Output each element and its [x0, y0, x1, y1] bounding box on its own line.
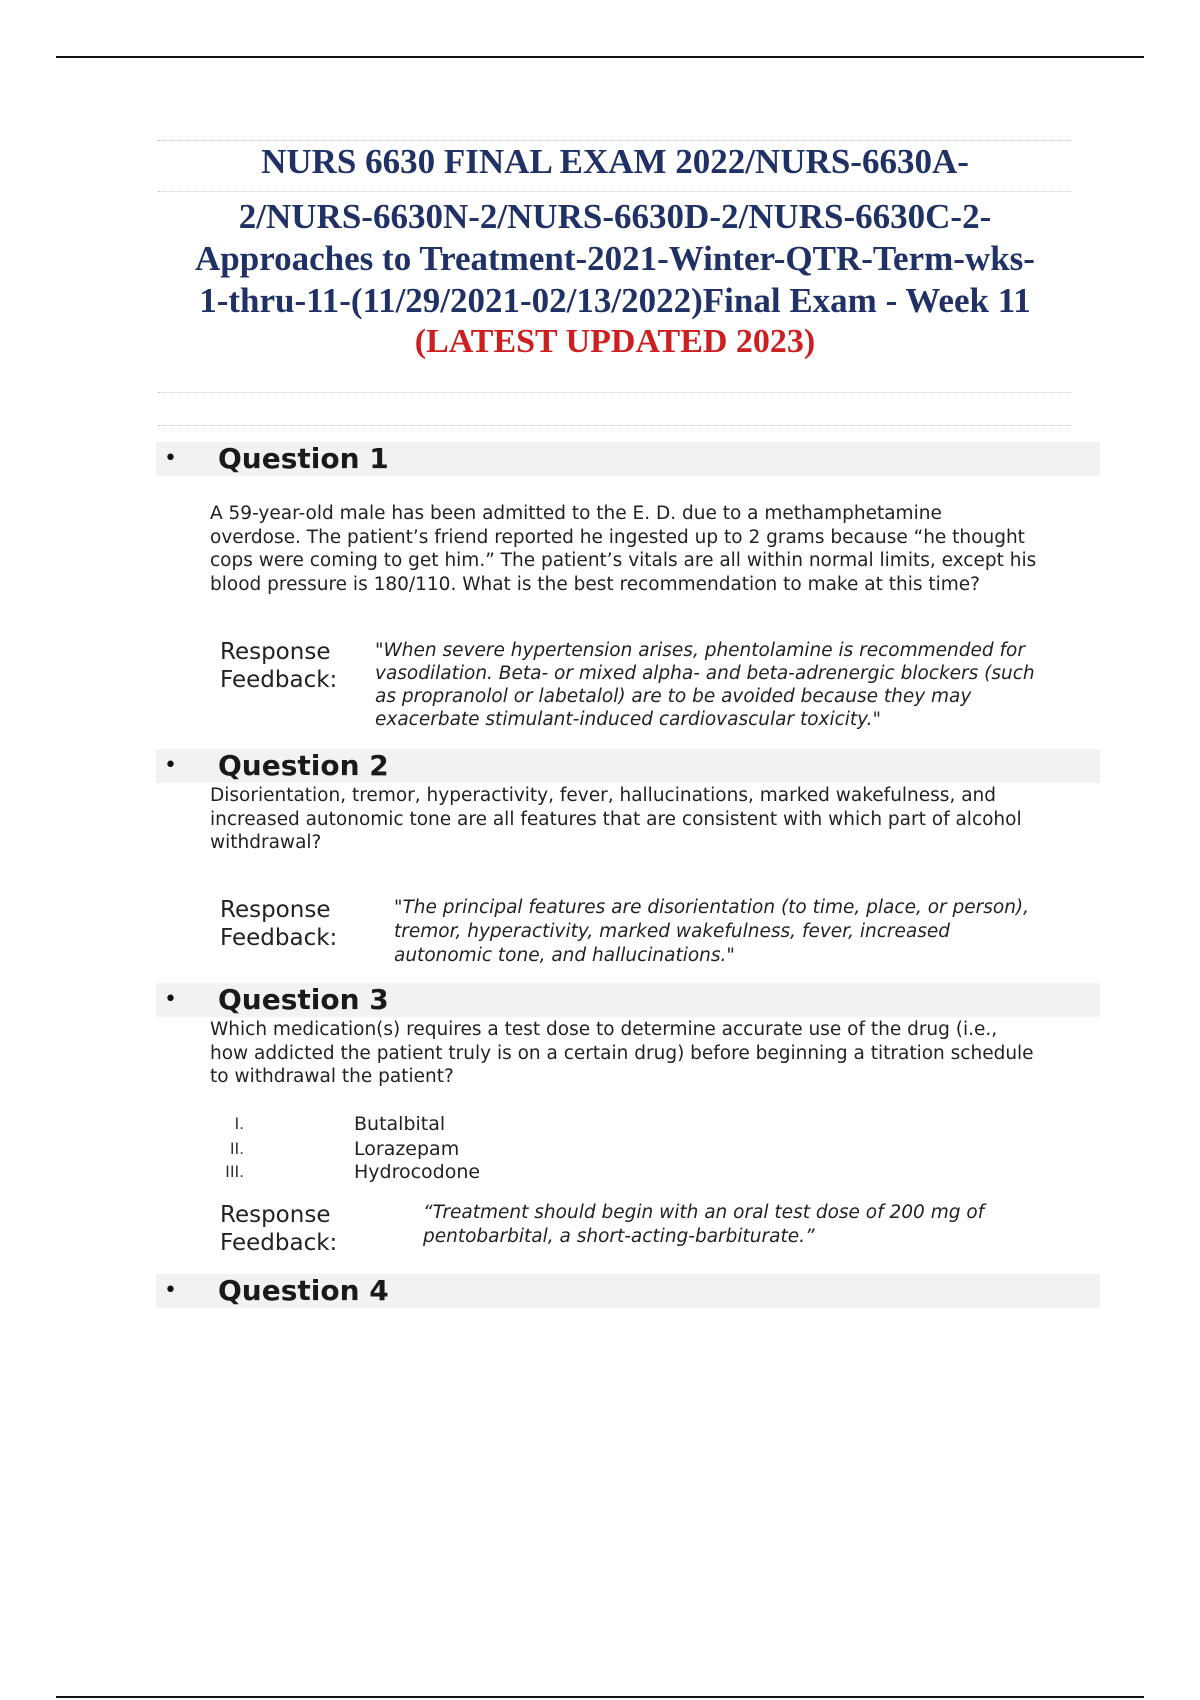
label-line: Response [220, 639, 331, 665]
feedback-line: "The principal features are disorientation (to time, place, or person), [394, 897, 1030, 918]
top-rule [56, 56, 1144, 58]
question-1-header [156, 442, 1100, 476]
text-line: overdose. The patient’s friend reported he ingested up to 2 grams because “he thought [210, 526, 1025, 548]
question-3-title: Question 3 [218, 983, 389, 1016]
title-line-1: NURS 6630 FINAL EXAM 2022/NURS-6630A- [261, 142, 969, 181]
option-text: Hydrocodone [354, 1161, 481, 1183]
feedback-line: exacerbate stimulant-induced cardiovascular toxicity." [375, 709, 882, 730]
feedback-line: pentobarbital, a short-acting-barbiturate.” [423, 1226, 815, 1247]
feedback-line: tremor, hyperactivity, marked wakefulness, fever, increased [394, 921, 950, 942]
title-line-4: 1-thru-11-(11/29/2021-02/13/2022)Final Exam - Week 11 [199, 281, 1031, 320]
label-line: Feedback: [220, 1230, 338, 1256]
question-3-header [156, 983, 1100, 1017]
question-2-feedback [394, 896, 1029, 968]
question-1-title: Question 1 [218, 442, 389, 475]
dotted-separator [158, 425, 1072, 426]
title-highlight: (LATEST UPDATED 2023) [414, 323, 816, 360]
text-line: A 59-year-old male has been admitted to the E. D. due to a methamphetamine [210, 503, 942, 524]
text-line: withdrawal? [210, 832, 322, 853]
question-1-text [210, 502, 1110, 596]
label-line: Feedback: [220, 925, 338, 951]
dotted-separator [158, 191, 1072, 192]
document-title [140, 140, 1090, 426]
text-line: cops were coming to get him.” The patient’s vitals are all within normal limits, except his [210, 550, 1037, 571]
question-2-text [210, 784, 1110, 855]
question-2-header [156, 749, 1100, 783]
dotted-separator [158, 392, 1072, 393]
text-line: to withdrawal the patient? [210, 1066, 454, 1087]
feedback-line: vasodilation. Beta- or mixed alpha- and beta-adrenergic blockers (such [375, 663, 1035, 684]
option-text: Butalbital [354, 1113, 446, 1135]
question-1-feedback [375, 639, 1035, 731]
title-line-3: Approaches to Treatment-2021-Winter-QTR-Term-wks- [195, 239, 1035, 278]
text-line: increased autonomic tone are all features that are consistent with which part of alcohol [210, 808, 1022, 830]
question-2-title: Question 2 [218, 749, 389, 782]
response-feedback-label [220, 1201, 337, 1257]
question-4-title: Question 4 [218, 1274, 389, 1307]
option-text: Lorazepam [354, 1138, 460, 1160]
response-feedback-label [220, 896, 337, 952]
bottom-rule [56, 1696, 1144, 1698]
question-4-header [156, 1274, 1100, 1308]
bullet: • [164, 1278, 177, 1303]
response-feedback-label [220, 638, 337, 694]
feedback-line: "When severe hypertension arises, phentolamine is recommended for [375, 640, 1025, 661]
title-line-2: 2/NURS-6630N-2/NURS-6630D-2/NURS-6630C-2- [238, 197, 992, 236]
question-3-feedback [423, 1201, 984, 1249]
bullet: • [164, 446, 177, 471]
text-line: blood pressure is 180/110. What is the best recommendation to make at this time? [210, 573, 980, 595]
question-3-text [210, 1018, 1110, 1089]
feedback-line: as propranolol or labetalol) are to be avoided because they may [375, 686, 972, 707]
feedback-line: “Treatment should begin with an oral test dose of 200 mg of [423, 1202, 985, 1223]
text-line: how addicted the patient truly is on a certain drug) before beginning a titration schedule [210, 1042, 1034, 1064]
option-number: III. [225, 1162, 244, 1181]
option-number: II. [229, 1139, 244, 1158]
bullet: • [164, 987, 177, 1012]
label-line: Response [220, 897, 331, 923]
feedback-line: autonomic tone, and hallucinations." [394, 945, 735, 966]
bullet: • [164, 753, 177, 778]
label-line: Response [220, 1202, 331, 1228]
text-line: Which medication(s) requires a test dose to determine accurate use of the drug (i.e., [210, 1019, 998, 1040]
text-line: Disorientation, tremor, hyperactivity, fever, hallucinations, marked wakefulness, and [210, 785, 997, 806]
option-number: I. [234, 1114, 244, 1133]
label-line: Feedback: [220, 667, 338, 693]
